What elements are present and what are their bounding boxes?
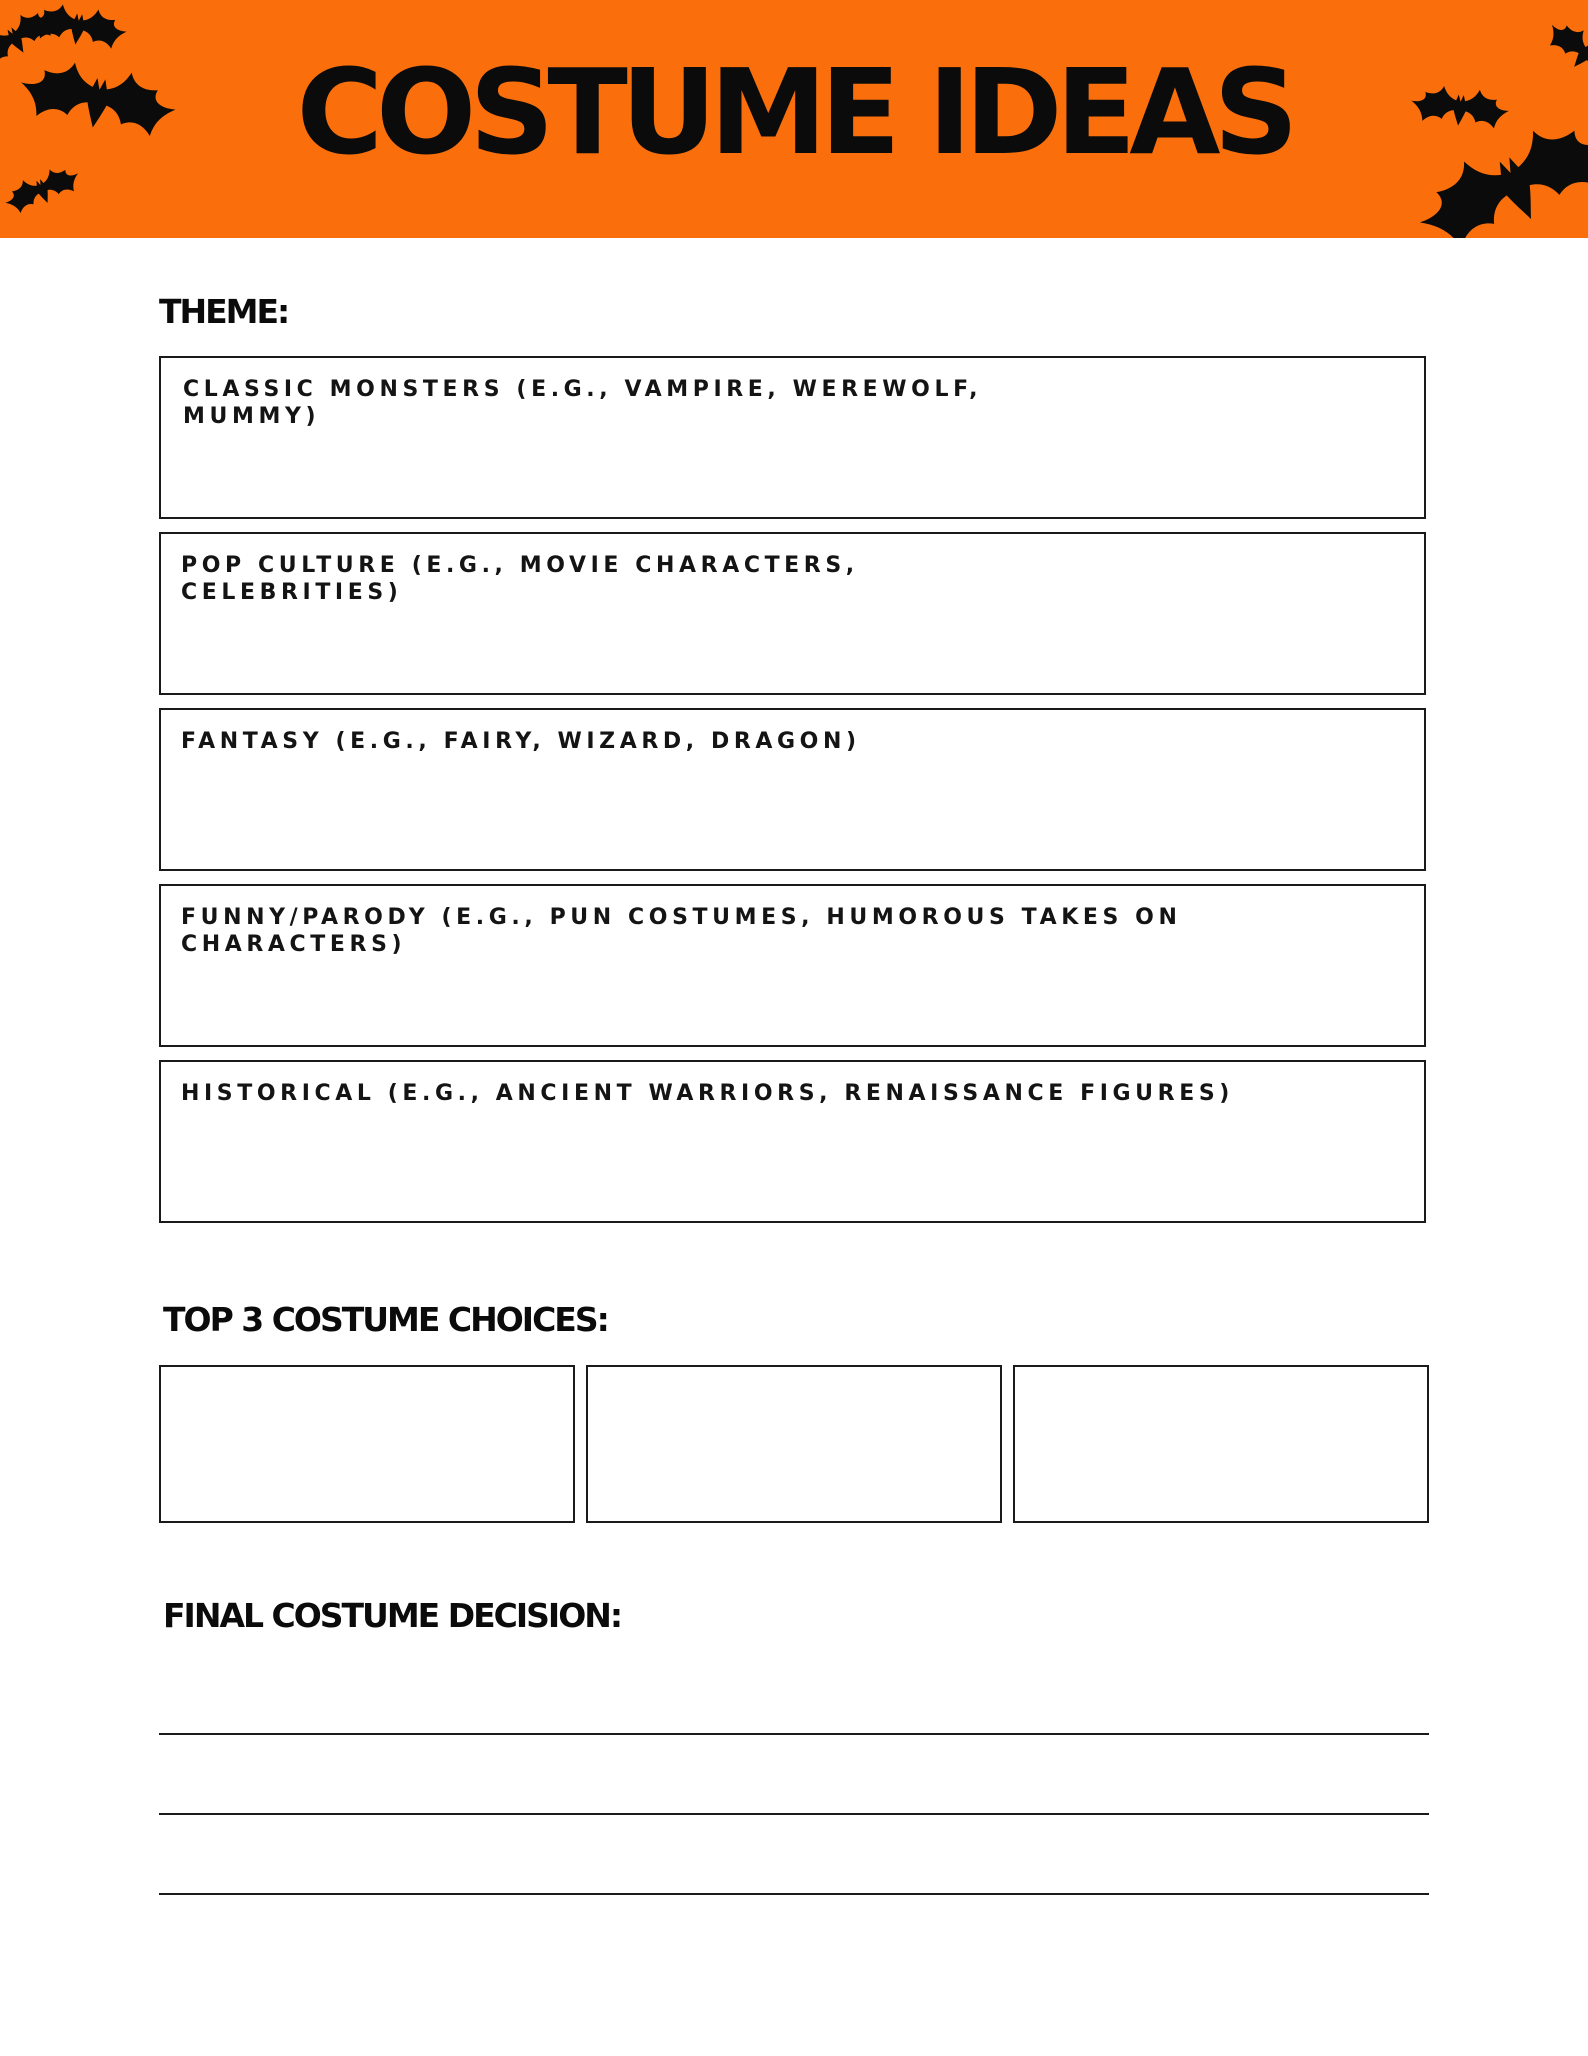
top-choices-heading: TOP 3 COSTUME CHOICES:: [163, 1300, 608, 1339]
page-title: COSTUME IDEAS: [296, 43, 1292, 181]
choice-box-3[interactable]: [1013, 1365, 1429, 1523]
choice-box-2[interactable]: [586, 1365, 1002, 1523]
theme-option-box[interactable]: [159, 1060, 1426, 1223]
decision-line-2[interactable]: [159, 1813, 1429, 1815]
theme-option-label: FUNNY/PARODY (E.G., PUN COSTUMES, HUMOROUS TAKES ON CHARACTERS): [181, 905, 1182, 957]
theme-option-label: FANTASY (E.G., FAIRY, WIZARD, DRAGON): [181, 729, 861, 754]
header-banner: [0, 0, 1588, 238]
theme-option-label: POP CULTURE (E.G., MOVIE CHARACTERS, CELEBRITIES): [181, 553, 859, 605]
theme-option-box[interactable]: [159, 884, 1426, 1047]
decision-line-3[interactable]: [159, 1893, 1429, 1895]
final-decision-heading: FINAL COSTUME DECISION:: [163, 1596, 622, 1635]
choice-box-1[interactable]: [159, 1365, 575, 1523]
theme-option-label: HISTORICAL (E.G., ANCIENT WARRIORS, RENAISSANCE FIGURES): [181, 1081, 1234, 1106]
theme-option-label: CLASSIC MONSTERS (E.G., VAMPIRE, WEREWOLF, MUMMY): [183, 377, 983, 429]
theme-heading: THEME:: [159, 292, 289, 331]
theme-option-box[interactable]: [159, 356, 1426, 519]
theme-option-box[interactable]: [159, 532, 1426, 695]
bat-icon: [1408, 77, 1513, 137]
theme-option-box[interactable]: [159, 708, 1426, 871]
decision-line-1[interactable]: [159, 1733, 1429, 1735]
